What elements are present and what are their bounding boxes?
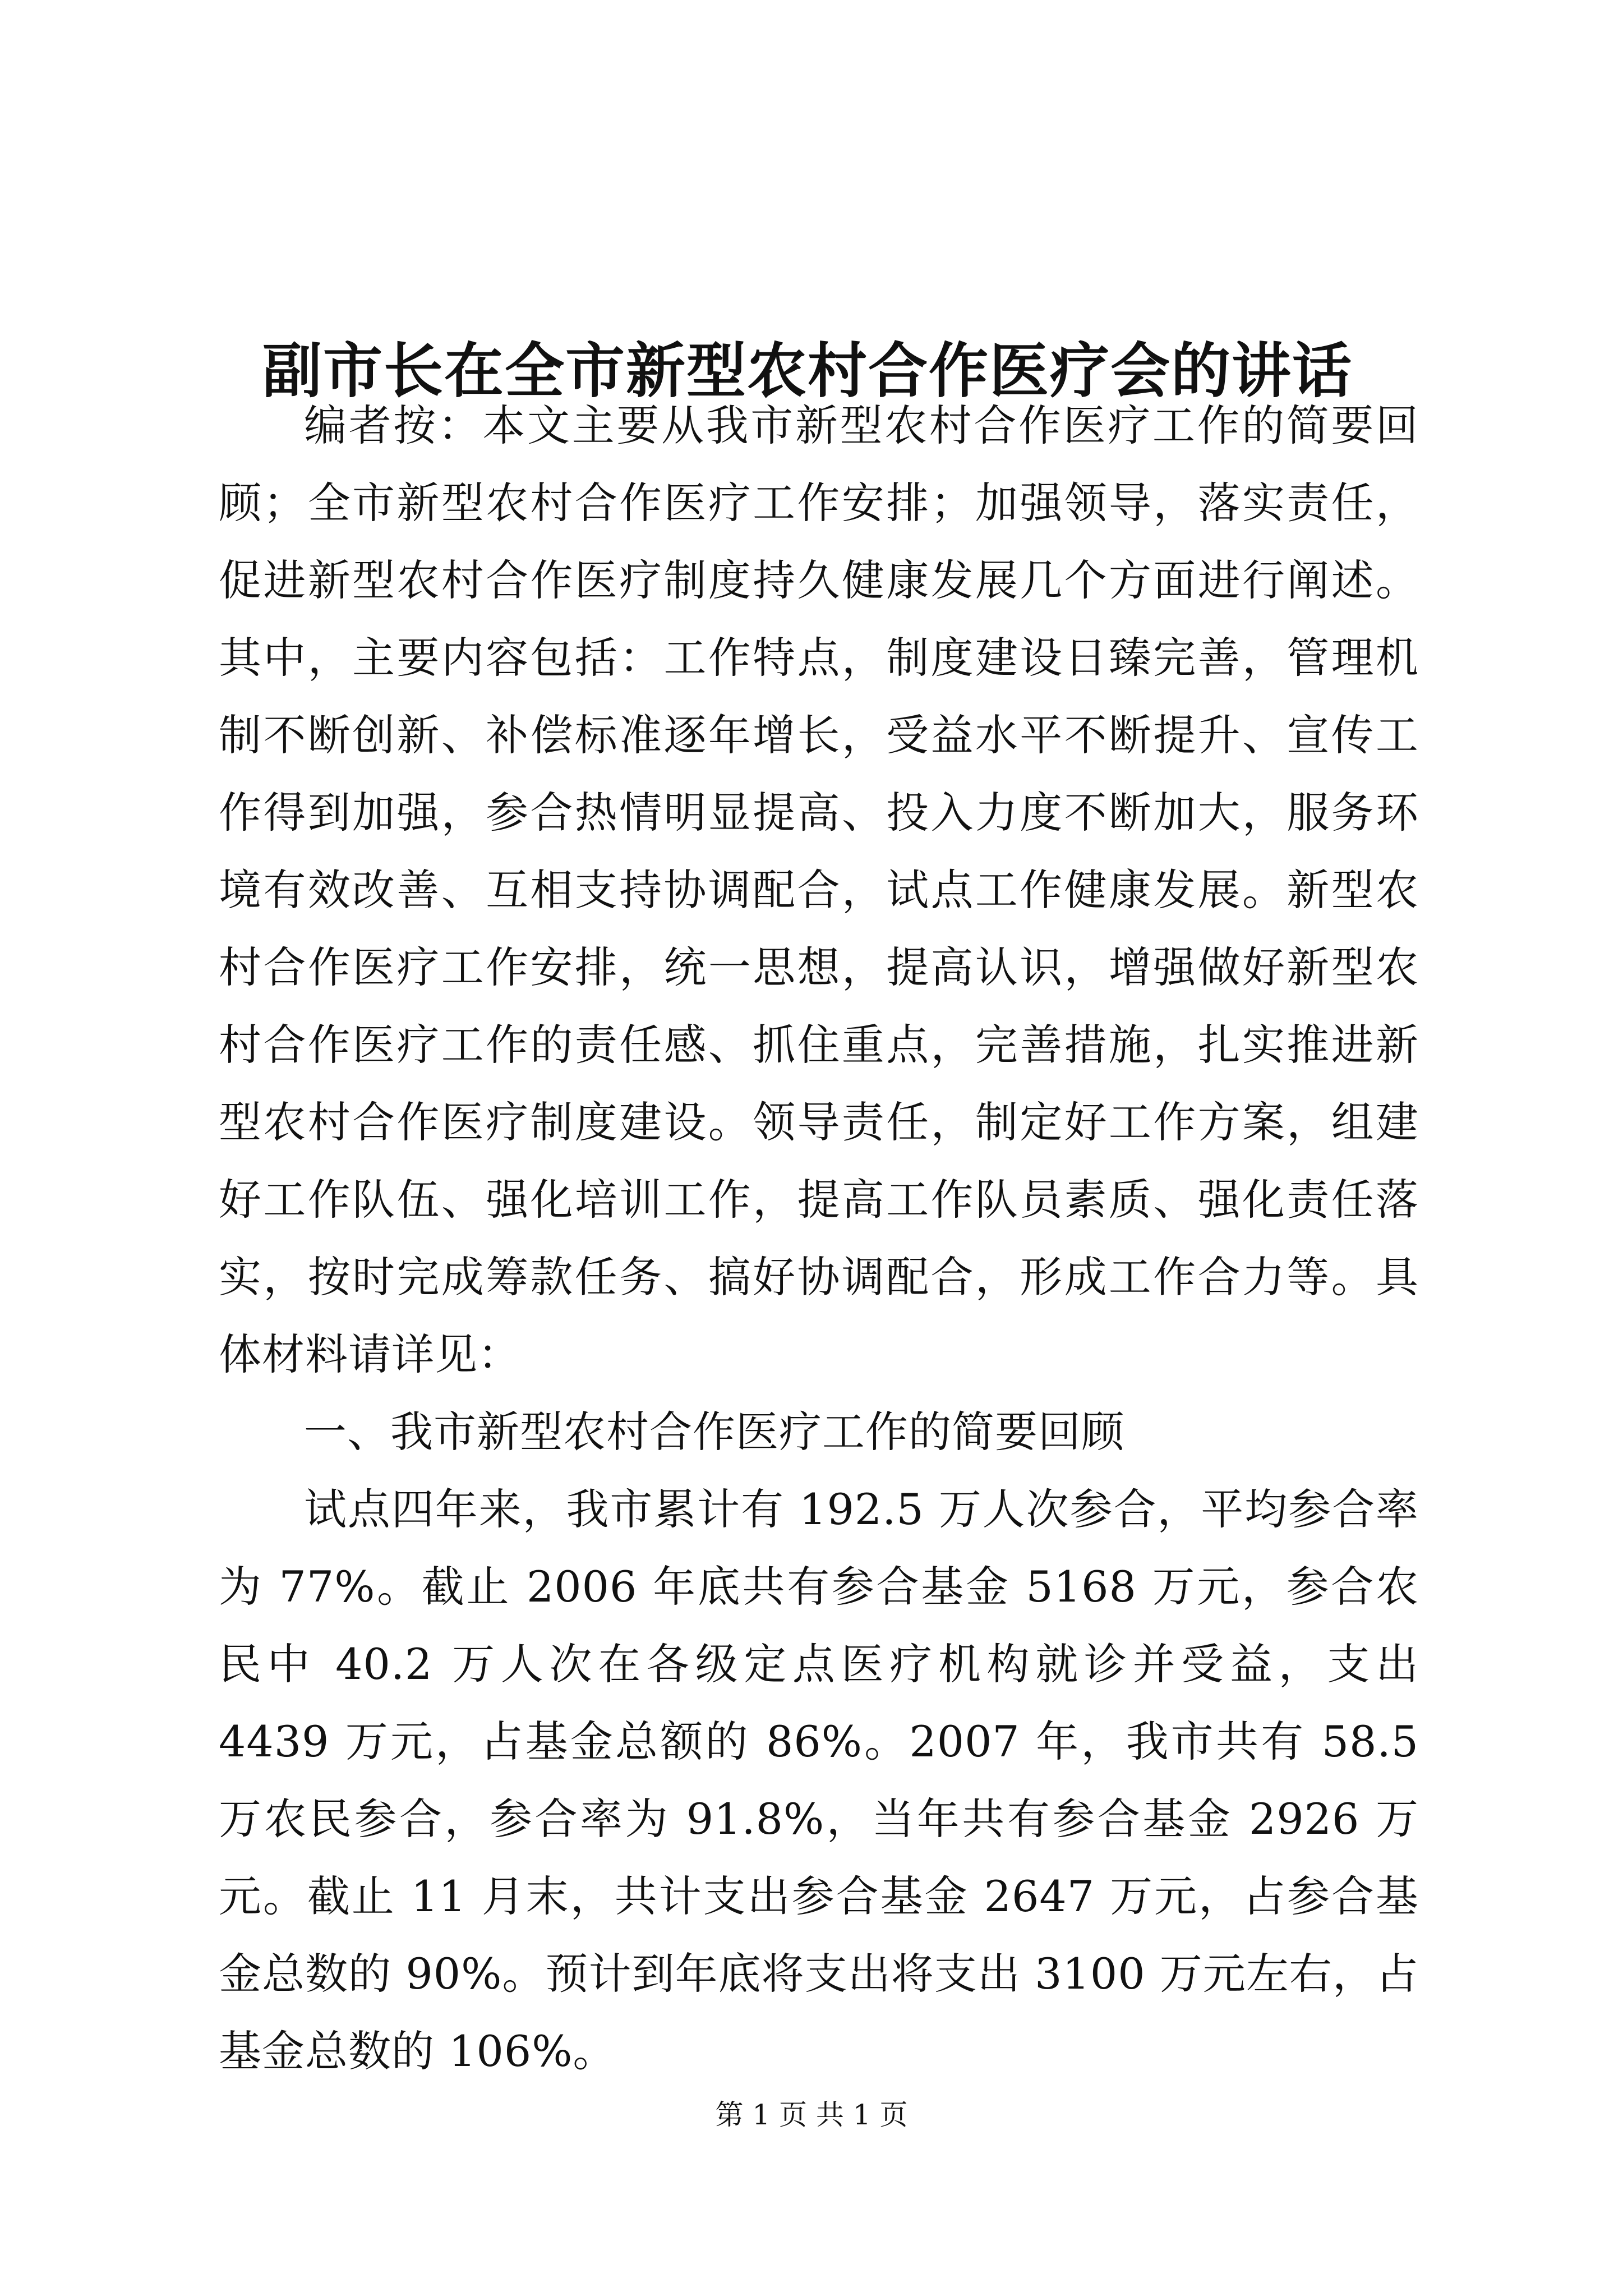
page-footer: 第 1 页 共 1 页 [715, 2099, 908, 2131]
document-body [219, 387, 1419, 2090]
editor-note-paragraph: 编者按：本文主要从我市新型农村合作医疗工作的简要回顾；全市新型农村合作医疗工作安排；加强领导，落实责任，促进新型农村合作医疗制度持久健康发展几个方面进行阐述。其中，主要内容包括：工作特点，制度建设日臻完善，管理机制不断创新、补偿标准逐年增长，受益水平不断提升、宣传工作得到加强，参合热情明显提高、投入力度不断加大，服务环境有效改善、互相支持协调配合，试点工作健康发展。新型农村合作医疗工作安排，统一思想，提高认识，增强做好新型农村合作医疗工作的责任感、抓住重点，完善措施，扎实推进新型农村合作医疗制度建设。领导责任，制定好工作方案，组建好工作队伍、强化培训工作，提高工作队员素质、强化责任落实，按时完成筹款任务、搞好协调配合，形成工作合力等。具体材料请详见： [219, 401, 1419, 1379]
section-heading: 一、我市新型农村合作医疗工作的简要回顾 [304, 1407, 1124, 1457]
document-title: 副市长在全市新型农村合作医疗会的讲话 [262, 335, 1353, 406]
statistics-paragraph: 试点四年来，我市累计有 192.5 万人次参合，平均参合率为 77%。截止 2006 年底共有参合基金 5168 万元，参合农民中 40.2 万人次在各级定点医疗机构就诊并受益，支出 4439 万元，占基金总额的 86%。2007 年，我市共有 58.5 万农民参合，参合率为 91.8%，当年共有参合基金 2926 万元。截止 11 月末，共计支出参合基金 2647 万元，占参合基金总数的 90%。预计到年底将支出将支出 3100 万元左右，占基金总数的 106%。 [219, 1484, 1419, 2076]
